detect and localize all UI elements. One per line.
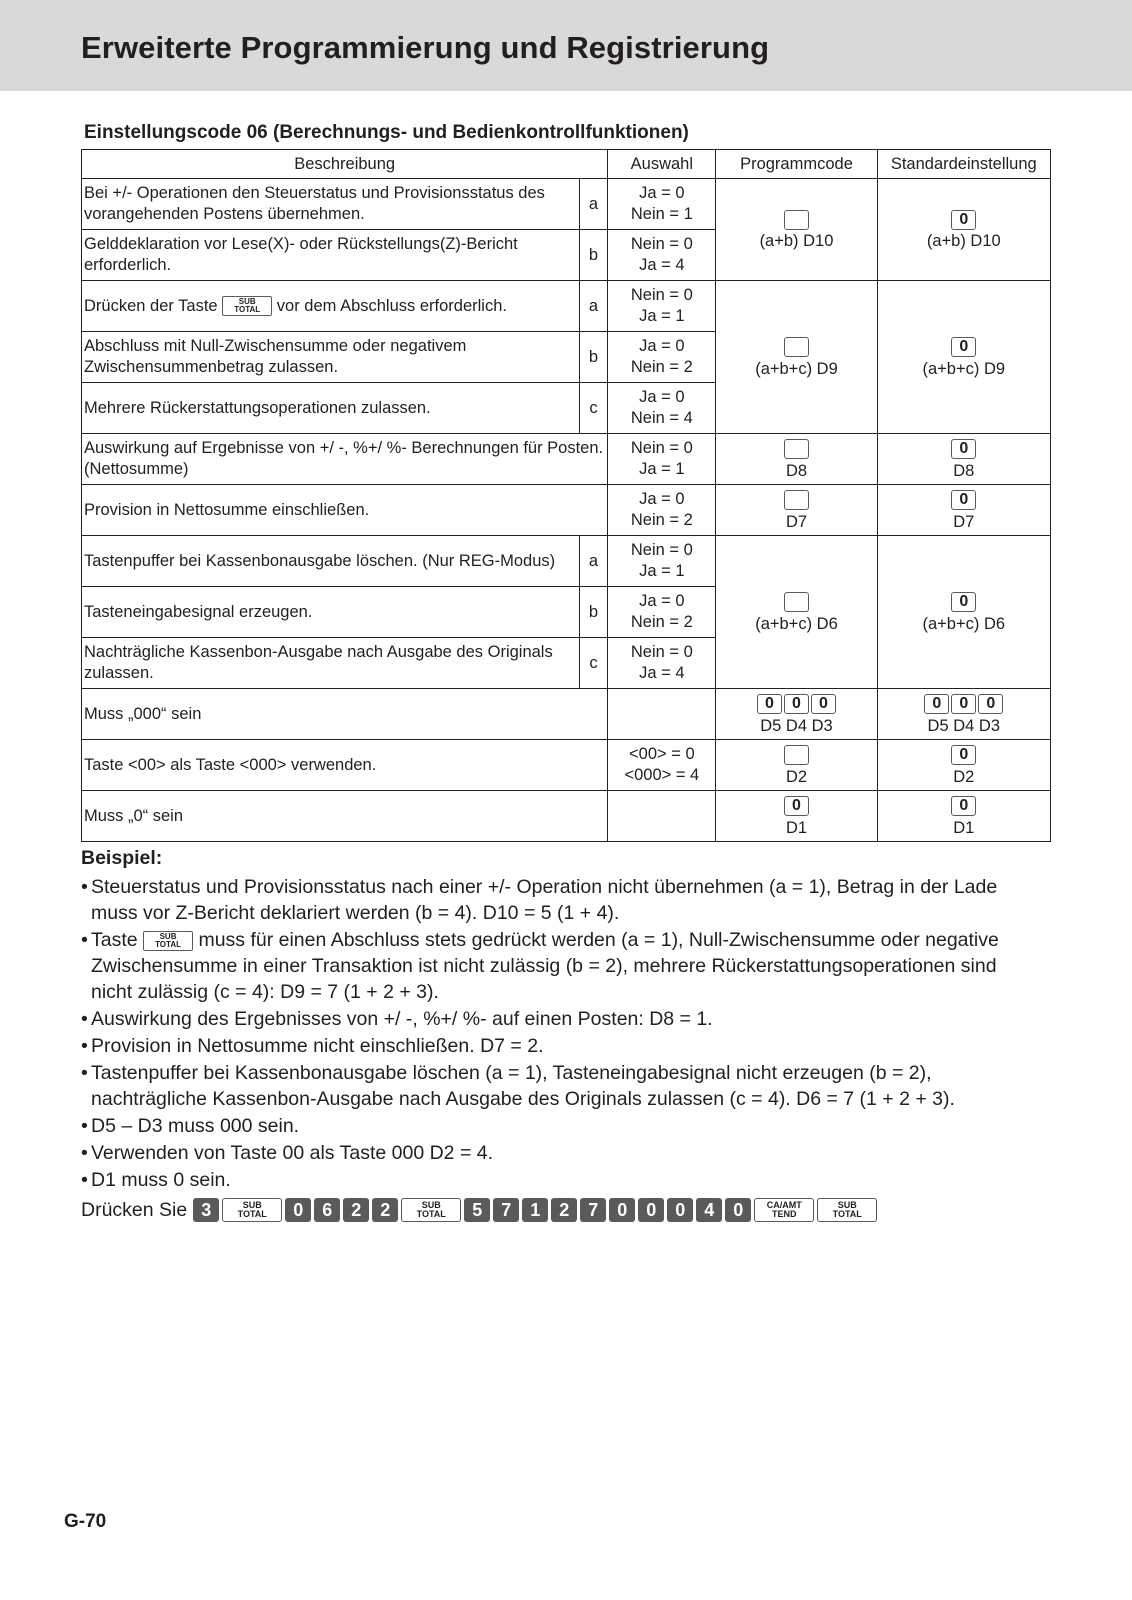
row-description: Muss „0“ sein	[82, 791, 608, 842]
digit-box: 0	[951, 592, 976, 612]
digit-box: 0	[784, 694, 809, 714]
header-programmcode: Programmcode	[716, 150, 877, 179]
row-selection	[608, 485, 716, 536]
program-code-d2	[716, 740, 877, 791]
empty-digit-box	[784, 337, 809, 357]
key-text: TOTAL	[416, 1208, 446, 1219]
list-item: • D1 muss 0 sein.	[81, 1167, 1041, 1193]
number-key-icon: 1	[522, 1198, 548, 1222]
row-description: Provision in Nettosumme einschließen.	[82, 485, 608, 536]
row-sub: b	[579, 332, 608, 383]
table-row	[82, 434, 1051, 485]
sel-line: Nein = 4	[630, 409, 693, 427]
row-description: Tastenpuffer bei Kassenbonausgabe löschen. (Nur REG-Modus)	[82, 536, 580, 587]
row-selection	[608, 383, 716, 434]
key-text: SUB	[421, 1199, 441, 1210]
default-code-d2	[877, 740, 1050, 791]
number-key-icon: 2	[372, 1198, 398, 1222]
digit-box: 0	[951, 694, 976, 714]
code-label: D7	[953, 512, 975, 531]
sel-line: Ja = 1	[639, 307, 685, 325]
row-description: Taste <00> als Taste <000> verwenden.	[82, 740, 608, 791]
sel-line: Nein = 2	[630, 358, 693, 376]
number-key-icon: 0	[667, 1198, 693, 1222]
number-key-icon: 4	[696, 1198, 722, 1222]
page-title: Erweiterte Programmierung und Registrierung	[81, 30, 770, 65]
code-label: (a+b) D10	[759, 232, 834, 250]
program-code-d8	[716, 434, 877, 485]
number-key-icon: 7	[493, 1198, 519, 1222]
digit-box: 0	[951, 439, 976, 459]
row-selection	[608, 587, 716, 638]
key-text: SUB	[242, 1199, 262, 1210]
code-label: D2	[953, 767, 975, 786]
header-beschreibung: Beschreibung	[82, 150, 608, 179]
row-selection	[608, 791, 716, 842]
row-sub: c	[579, 383, 608, 434]
key-top: SUB	[159, 931, 177, 941]
digit-box: 0	[978, 694, 1003, 714]
empty-digit-box	[784, 490, 809, 510]
header-auswahl: Auswahl	[608, 150, 716, 179]
key-text: SUB	[837, 1199, 857, 1210]
item-text: muss für einen Abschluss stets gedrückt werden (a = 1), Null-Zwischensumme oder negative Zwischensumme in einer Transaktion ist nicht zulässig (b = 2), mehrere Rückerstattungsoperationen sind nicht zulässig (c = 4): D9 = 7 (1 + 2 + 3).	[91, 929, 999, 1003]
sel-line: Ja = 4	[639, 664, 685, 682]
number-key-icon: 0	[609, 1198, 635, 1222]
code-label: D1	[785, 818, 808, 837]
sel-line: Ja = 1	[639, 562, 685, 580]
program-code-d9	[716, 281, 877, 434]
code-label: D5 D4 D3	[927, 716, 1000, 735]
code-label: (a+b+c) D6	[755, 614, 838, 633]
default-code-d10	[877, 179, 1050, 281]
default-code-d1	[877, 791, 1050, 842]
function-key-icon	[754, 1198, 814, 1222]
digit-box: 0	[951, 745, 976, 765]
sel-line: Ja = 1	[639, 460, 685, 478]
digit-box: 0	[924, 694, 949, 714]
key-bottom: TOTAL	[234, 305, 261, 315]
example-section	[81, 845, 1041, 1194]
empty-digit-box	[784, 210, 809, 230]
sel-line: Nein = 0	[630, 439, 693, 457]
row-selection	[608, 689, 716, 740]
digit-box: 0	[951, 796, 976, 816]
key-text: TOTAL	[832, 1208, 862, 1219]
settings-table	[81, 149, 1051, 842]
key-top: SUB	[238, 297, 256, 307]
number-key-icon: 3	[193, 1198, 219, 1222]
default-code-d8	[877, 434, 1050, 485]
row-sub: a	[579, 281, 608, 332]
table-row	[82, 179, 1051, 230]
row-description: Nachträgliche Kassenbon-Ausgabe nach Ausgabe des Originals zulassen.	[82, 638, 580, 689]
sel-line: Nein = 0	[630, 286, 693, 304]
row-sub: b	[579, 230, 608, 281]
default-code-d9	[877, 281, 1050, 434]
sel-line: Nein = 2	[630, 613, 693, 631]
function-key-icon	[401, 1198, 461, 1222]
row-selection	[608, 332, 716, 383]
row-description: Muss „000“ sein	[82, 689, 608, 740]
desc-text: vor dem Abschluss erforderlich.	[276, 296, 507, 315]
code-label: D8	[785, 461, 808, 480]
number-key-icon: 0	[725, 1198, 751, 1222]
row-selection	[608, 638, 716, 689]
table-row	[82, 485, 1051, 536]
default-code-d6	[877, 536, 1050, 689]
default-code-d7	[877, 485, 1050, 536]
subtotal-key-icon	[222, 296, 272, 316]
key-bottom: TOTAL	[155, 939, 181, 949]
number-key-icon: 7	[580, 1198, 606, 1222]
key-sequence	[81, 1196, 880, 1223]
sel-line: Ja = 0	[639, 592, 685, 610]
row-description: Mehrere Rückerstattungsoperationen zulassen.	[82, 383, 580, 434]
key-text: CA/AMT	[766, 1199, 802, 1210]
sel-line: Ja = 0	[639, 388, 685, 406]
header-standard: Standardeinstellung	[877, 150, 1050, 179]
table-row	[82, 536, 1051, 587]
example-title: Beispiel:	[81, 847, 163, 869]
page-header	[0, 0, 1132, 91]
item-prefix: Taste	[91, 929, 138, 951]
subtotal-key-icon	[143, 931, 193, 951]
desc-text: Drücken der Taste	[84, 296, 218, 315]
sel-line: Ja = 0	[639, 337, 685, 355]
sel-line: Nein = 0	[630, 541, 693, 559]
sel-line: Nein = 0	[630, 643, 693, 661]
key-text: TEND	[771, 1208, 797, 1219]
digit-box: 0	[784, 796, 809, 816]
number-key-icon: 0	[285, 1198, 311, 1222]
row-description: Auswirkung auf Ergebnisse von +/ -, %+/ %- Berechnungen für Posten. (Nettosumme)	[82, 434, 608, 485]
code-label: D5 D4 D3	[760, 716, 833, 735]
row-description	[82, 281, 580, 332]
code-label: D7	[785, 512, 808, 531]
program-code-d10	[716, 179, 877, 281]
row-sub: a	[579, 179, 608, 230]
number-key-icon: 0	[638, 1198, 664, 1222]
empty-digit-box	[784, 439, 809, 459]
table-header-row	[82, 150, 1051, 179]
digit-box: 0	[951, 490, 976, 510]
program-code-d6	[716, 536, 877, 689]
sel-line: Ja = 0	[639, 184, 685, 202]
sel-line: Ja = 0	[639, 490, 685, 508]
code-label: (a+b+c) D9	[755, 359, 838, 378]
row-selection	[608, 281, 716, 332]
code-label: D8	[953, 461, 975, 480]
row-sub: a	[579, 536, 608, 587]
number-key-icon: 6	[314, 1198, 340, 1222]
key-list	[193, 1198, 880, 1220]
example-list	[81, 874, 1041, 1193]
row-selection	[608, 434, 716, 485]
list-item	[81, 927, 1041, 1005]
sel-line: Nein = 2	[630, 511, 693, 529]
code-label: D2	[785, 767, 808, 786]
default-code-d5d3	[877, 689, 1050, 740]
function-key-icon	[817, 1198, 877, 1222]
table-title: Einstellungscode 06 (Berechnungs- und Bedienkontrollfunktionen)	[84, 122, 689, 143]
sel-line: Nein = 0	[630, 235, 693, 253]
list-item: • Steuerstatus und Provisionsstatus nach einer +/- Operation nicht übernehmen (a = 1), Betrag in der Lade muss vor Z-Bericht deklariert werden (b = 4). D10 = 5 (1 + 4).	[81, 874, 1041, 926]
number-key-icon: 2	[343, 1198, 369, 1222]
program-code-d1	[716, 791, 877, 842]
row-description: Gelddeklaration vor Lese(X)- oder Rückstellungs(Z)-Bericht erforderlich.	[82, 230, 580, 281]
table-row	[82, 689, 1051, 740]
number-key-icon: 5	[464, 1198, 490, 1222]
function-key-icon	[222, 1198, 282, 1222]
list-item: • Tastenpuffer bei Kassenbonausgabe löschen (a = 1), Tasteneingabesignal nicht erzeugen (b = 2), nachträgliche Kassenbon-Ausgabe nach Ausgabe des Originals zulassen (c = 4). D6 = 7 (1 + 2 + 3).	[81, 1060, 1041, 1112]
row-selection	[608, 536, 716, 587]
key-text: TOTAL	[237, 1208, 267, 1219]
row-description: Bei +/- Operationen den Steuerstatus und Provisionsstatus des vorangehenden Postens übernehmen.	[82, 179, 580, 230]
digit-box: 0	[951, 337, 976, 357]
sel-line: Ja = 4	[639, 256, 685, 274]
number-key-icon: 2	[551, 1198, 577, 1222]
digit-box: 0	[951, 210, 976, 230]
code-label: (a+b+c) D9	[922, 359, 1006, 378]
row-selection	[608, 179, 716, 230]
sel-line: <00> = 0	[629, 745, 695, 763]
code-label: (a+b) D10	[926, 232, 1001, 250]
empty-digit-box	[784, 745, 809, 765]
table-row	[82, 281, 1051, 332]
row-sub: b	[579, 587, 608, 638]
list-item: • Auswirkung des Ergebnisses von +/ -, %+/ %- auf einen Posten: D8 = 1.	[81, 1006, 1041, 1032]
row-selection	[608, 740, 716, 791]
row-description: Abschluss mit Null-Zwischensumme oder negativem Zwischensummenbetrag zulassen.	[82, 332, 580, 383]
press-label: Drücken Sie	[81, 1198, 188, 1221]
row-selection	[608, 230, 716, 281]
empty-digit-box	[784, 592, 809, 612]
row-description: Tasteneingabesignal erzeugen.	[82, 587, 580, 638]
page-number: G-70	[64, 1511, 107, 1532]
row-sub: c	[579, 638, 608, 689]
sel-line: <000> = 4	[624, 766, 700, 784]
table-row	[82, 740, 1051, 791]
digit-box: 0	[811, 694, 836, 714]
program-code-d7	[716, 485, 877, 536]
code-label: (a+b+c) D6	[922, 614, 1006, 633]
digit-box: 0	[757, 694, 782, 714]
list-item: • Provision in Nettosumme nicht einschließen. D7 = 2.	[81, 1033, 1041, 1059]
table-row	[82, 791, 1051, 842]
program-code-d5d3	[716, 689, 877, 740]
code-label: D1	[953, 818, 975, 837]
list-item: • Verwenden von Taste 00 als Taste 000 D2 = 4.	[81, 1140, 1041, 1166]
sel-line: Nein = 1	[630, 205, 693, 223]
list-item: • D5 – D3 muss 000 sein.	[81, 1113, 1041, 1139]
